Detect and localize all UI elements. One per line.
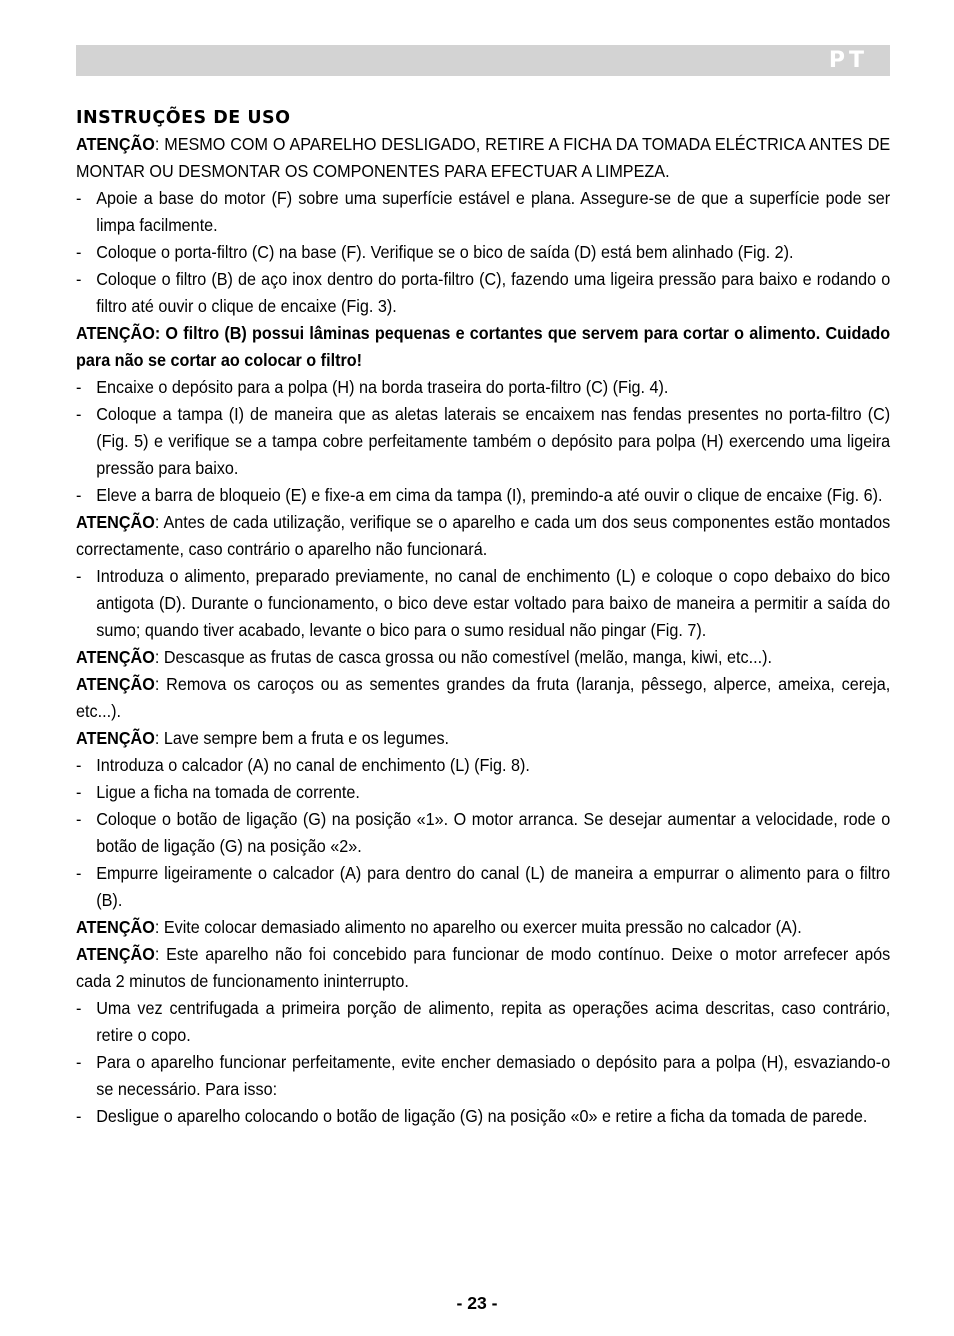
attention-note — [76, 644, 890, 671]
list-item: - Coloque a tampa (I) de maneira que as aletas laterais se encaixem nas fendas presentes no porta-filtro (C) (Fig. 5) e verifique se a tampa cobre perfeitamente também o depósito para polpa (H) exercendo uma ligeira pressão para baixo. — [76, 401, 890, 482]
page-content — [76, 105, 890, 1130]
list-item: - Ligue a ficha na tomada de corrente. — [76, 779, 890, 806]
list-item: - Encaixe o depósito para a polpa (H) na borda traseira do porta-filtro (C) (Fig. 4). — [76, 374, 890, 401]
list-item: - Introduza o alimento, preparado previamente, no canal de enchimento (L) e coloque o copo debaixo do bico antigota (D). Durante o funcionamento, o bico deve estar voltado para baixo de maneira a permitir a saída do sumo; quando tiver acabado, levante o bico para o sumo residual não pingar (Fig. 7). — [76, 563, 890, 644]
attention-note — [76, 941, 890, 995]
attention-note — [76, 509, 890, 563]
attention-label: ATENÇÃO — [76, 512, 155, 532]
attention-label: ATENÇÃO — [76, 728, 155, 748]
header-bar — [76, 45, 890, 76]
list-item: - Apoie a base do motor (F) sobre uma superfície estável e plana. Assegure-se de que a superfície pode ser limpa facilmente. — [76, 185, 890, 239]
attention-text: : MESMO COM O APARELHO DESLIGADO, RETIRE A FICHA DA TOMADA ELÉCTRICA ANTES DE MONTAR OU DESMONTAR OS COMPONENTES PARA EFECTUAR A LIMPEZA. — [76, 134, 891, 181]
list-item: - Desligue o aparelho colocando o botão de ligação (G) na posição «0» e retire a ficha da tomada de parede. — [76, 1103, 890, 1130]
list-item: - Empurre ligeiramente o calcador (A) para dentro do canal (L) de maneira a empurrar o alimento para o filtro (B). — [76, 860, 890, 914]
section-title: INSTRUÇÕES DE USO — [76, 108, 291, 128]
attention-note — [76, 914, 890, 941]
warning-note: ATENÇÃO: O filtro (B) possui lâminas pequenas e cortantes que servem para cortar o alimento. Cuidado para não se cortar ao colocar o filtro! — [76, 323, 891, 370]
list-item: - Coloque o botão de ligação (G) na posição «1». O motor arranca. Se desejar aumentar a velocidade, rode o botão de ligação (G) na posição «2». — [76, 806, 890, 860]
attention-text: : Este aparelho não foi concebido para funcionar de modo contínuo. Deixe o motor arrefecer após cada 2 minutos de funcionamento ininterrupto. — [76, 944, 891, 991]
attention-label: ATENÇÃO — [76, 674, 155, 694]
attention-label: ATENÇÃO — [76, 917, 155, 937]
attention-note — [76, 671, 890, 725]
attention-label: ATENÇÃO — [76, 647, 155, 667]
language-label: PT — [828, 48, 868, 73]
attention-text: : Remova os caroços ou as sementes grandes da fruta (laranja, pêssego, alperce, ameixa, cereja, etc...). — [76, 674, 891, 721]
attention-text: : Antes de cada utilização, verifique se o aparelho e cada um dos seus componentes estão montados correctamente, caso contrário o aparelho não funcionará. — [76, 512, 891, 559]
instruction-list — [76, 131, 890, 1130]
attention-label: ATENÇÃO — [76, 944, 155, 964]
list-item: - Uma vez centrifugada a primeira porção de alimento, repita as operações acima descritas, caso contrário, retire o copo. — [76, 995, 890, 1049]
attention-text: : Descasque as frutas de casca grossa ou não comestível (melão, manga, kiwi, etc...). — [154, 647, 772, 667]
list-item: - Coloque o porta-filtro (C) na base (F). Verifique se o bico de saída (D) está bem alinhado (Fig. 2). — [76, 239, 890, 266]
attention-text: : Lave sempre bem a fruta e os legumes. — [154, 728, 450, 748]
list-item: - Para o aparelho funcionar perfeitamente, evite encher demasiado o depósito para a polpa (H), esvaziando-o se necessário. Para isso: — [76, 1049, 890, 1103]
attention-note — [76, 725, 890, 752]
attention-text: : Evite colocar demasiado alimento no aparelho ou exercer muita pressão no calcador (A). — [154, 917, 802, 937]
attention-label: ATENÇÃO — [76, 134, 155, 154]
page-number: - 23 - — [456, 1293, 498, 1313]
attention-note — [76, 131, 890, 185]
list-item: - Introduza o calcador (A) no canal de enchimento (L) (Fig. 8). — [76, 752, 890, 779]
list-item: - Coloque o filtro (B) de aço inox dentro do porta-filtro (C), fazendo uma ligeira pressão para baixo e rodando o filtro até ouvir o clique de encaixe (Fig. 3). — [76, 266, 890, 320]
list-item: - Eleve a barra de bloqueio (E) e fixe-a em cima da tampa (I), premindo-a até ouvir o clique de encaixe (Fig. 6). — [76, 482, 890, 509]
